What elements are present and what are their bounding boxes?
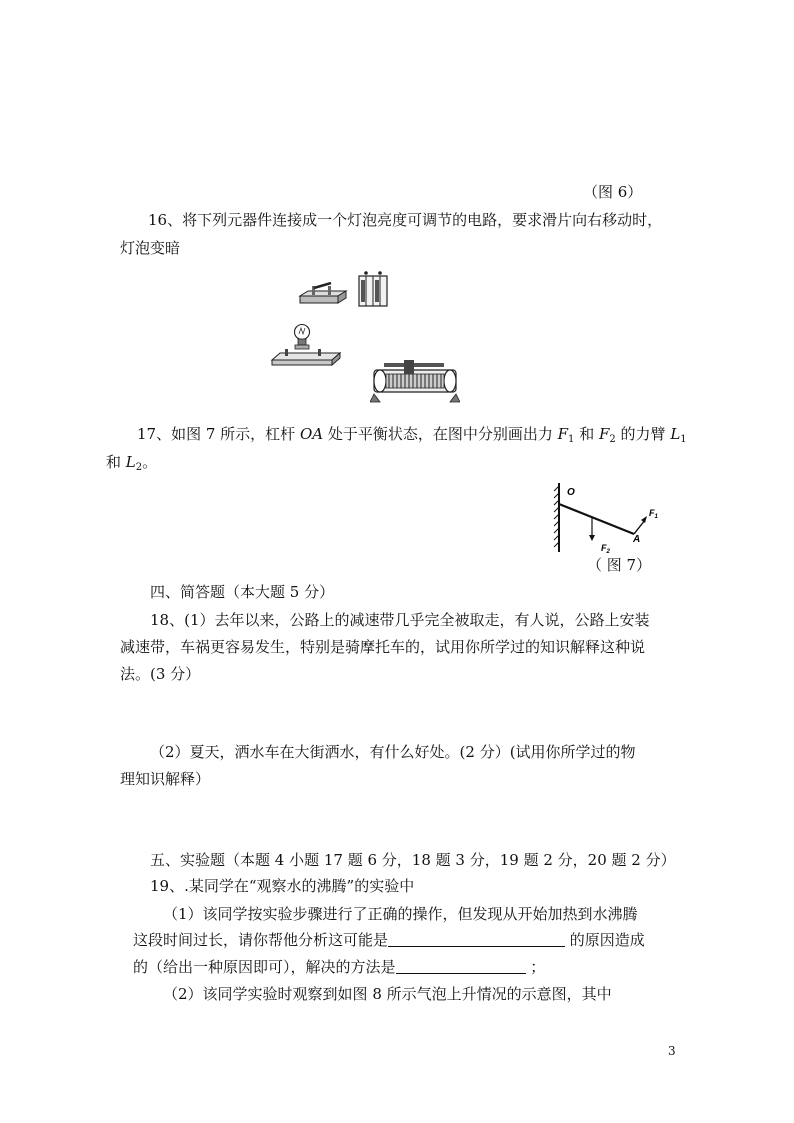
q19-2-line1: （2）该同学实验时观察到如图 8 所示气泡上升情况的示意图，其中 bbox=[163, 985, 612, 1003]
q18-2-line1: （2）夏天，洒水车在大街洒水，有什么好处。(2 分）(试用你所学过的物 bbox=[150, 743, 636, 761]
label-a: A bbox=[633, 534, 641, 545]
q19-1-line3: 的（给出一种原因即可），解决的方法是 ； bbox=[133, 958, 546, 976]
fig6-caption: （图 6） bbox=[583, 183, 643, 201]
lever-diagram bbox=[545, 480, 670, 555]
q17-line2: 和 $L_2$。 bbox=[106, 453, 158, 473]
q18-1-line1: 18、(1）去年以来，公路上的减速带几乎完全被取走，有人说，公路上安装 bbox=[150, 611, 650, 629]
q18-1-line3: 法。(3 分） bbox=[120, 665, 201, 683]
section5-title: 五、实验题（本题 4 小题 17 题 6 分，18 题 3 分，19 题 2 分，20 题 2 分） bbox=[150, 851, 676, 869]
label-o: O bbox=[567, 487, 575, 498]
fig7-caption: （ 图 7） bbox=[587, 556, 652, 574]
answer-blank-1[interactable] bbox=[388, 930, 565, 947]
q18-2-line2: 理知识解释） bbox=[120, 770, 211, 788]
q19-1-line2: 这段时间过长，请你帮他分析这可能是 的原因造成 bbox=[133, 931, 645, 949]
battery-illustration bbox=[357, 270, 389, 308]
section4-title: 四、简答题（本大题 5 分） bbox=[150, 583, 335, 601]
q16-line2: 灯泡变暗 bbox=[120, 239, 181, 257]
light-bulb-illustration bbox=[270, 322, 342, 368]
q19-title: 19、.某同学在“观察水的沸腾”的实验中 bbox=[150, 877, 415, 895]
page-number: 3 bbox=[668, 1044, 676, 1058]
label-f2: $F_2$ bbox=[601, 543, 610, 555]
q16-line1: 16、将下列元器件连接成一个灯泡亮度可调节的电路，要求滑片向右移动时， bbox=[148, 211, 663, 229]
q17-line1: 17、如图 7 所示，杠杆 OA 处于平衡状态，在图中分别画出力 $F_1$ 和 $F_2$ 的力臂 $L_1$ bbox=[137, 425, 687, 445]
q19-1-line1: （1）该同学按实验步骤进行了正确的操作，但发现从开始加热到水沸腾 bbox=[163, 905, 638, 923]
label-f1: $F_1$ bbox=[649, 508, 658, 520]
knife-switch-illustration bbox=[298, 282, 348, 306]
rheostat-illustration bbox=[370, 360, 460, 404]
answer-blank-2[interactable] bbox=[396, 957, 526, 974]
q18-1-line2: 减速带，车祸更容易发生，特别是骑摩托车的，试用你所学过的知识解释这种说 bbox=[120, 638, 646, 656]
